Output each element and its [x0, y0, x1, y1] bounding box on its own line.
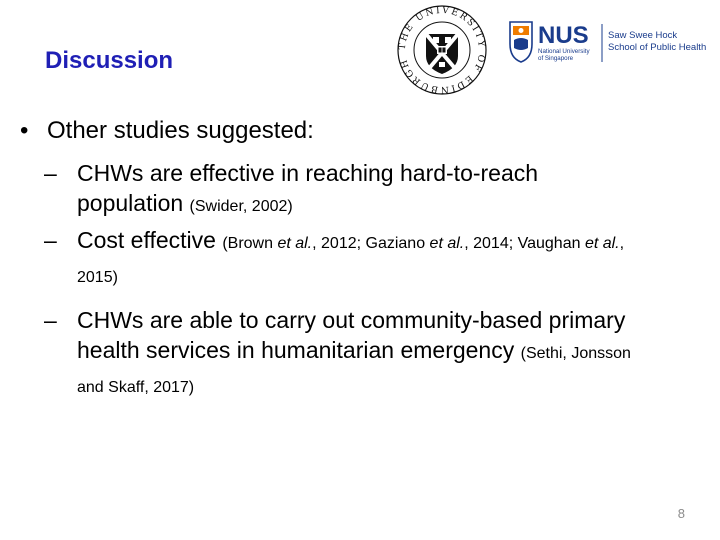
main-bullet: [20, 114, 705, 148]
sub-bullet-2: [20, 225, 705, 293]
sub-bullet-3: [20, 305, 705, 403]
slide-body: [20, 114, 705, 403]
nus-saw-swee-hock-logo: [508, 16, 708, 68]
sub-bullet-1-text-line1: CHWs are effective in reaching hard-to-reach: [77, 160, 539, 186]
uoe-ring-text: THE UNIVERSITY OF EDINBURGH: [396, 4, 488, 96]
dash-icon: –: [44, 307, 57, 333]
slide-title: Discussion: [45, 47, 174, 74]
bullet-dot-icon: •: [20, 117, 29, 144]
nus-school-line2: School of Public Health: [608, 42, 707, 53]
nus-line1: National University: [538, 48, 590, 55]
nus-school-line1: Saw Swee Hock: [608, 30, 678, 41]
university-of-edinburgh-logo: [396, 4, 488, 96]
nus-crest-icon: [510, 22, 532, 62]
university-of-edinburgh-crest-icon: [426, 34, 458, 74]
main-bullet-text: Other studies suggested:: [47, 117, 314, 144]
dash-icon: –: [44, 227, 57, 253]
sub-bullet-3-text-line2: health services in humanitarian emergency: [77, 337, 515, 363]
sub-bullet-1-text-line2: population: [77, 190, 184, 216]
sub-bullet-1-citation: (Swider, 2002): [189, 198, 293, 215]
sub-bullet-2-citation: (Brown et al., 2012; Gaziano et al., 2014; Vaughan et al.,: [222, 235, 625, 252]
dash-icon: –: [44, 160, 57, 186]
sub-bullet-3-citation: (Sethi, Jonsson: [520, 345, 631, 362]
page-number: 8: [677, 506, 685, 521]
nus-wordmark: NUS: [538, 22, 589, 49]
nus-line2: of Singapore: [538, 55, 574, 62]
sub-bullet-2-citation-line2: 2015): [77, 269, 118, 286]
sub-bullet-1: [20, 158, 705, 222]
sub-bullet-3-text-line1: CHWs are able to carry out community-based primary: [77, 307, 626, 333]
sub-bullet-2-text: Cost effective: [77, 227, 216, 253]
sub-bullet-3-citation-line2: and Skaff, 2017): [77, 379, 195, 396]
